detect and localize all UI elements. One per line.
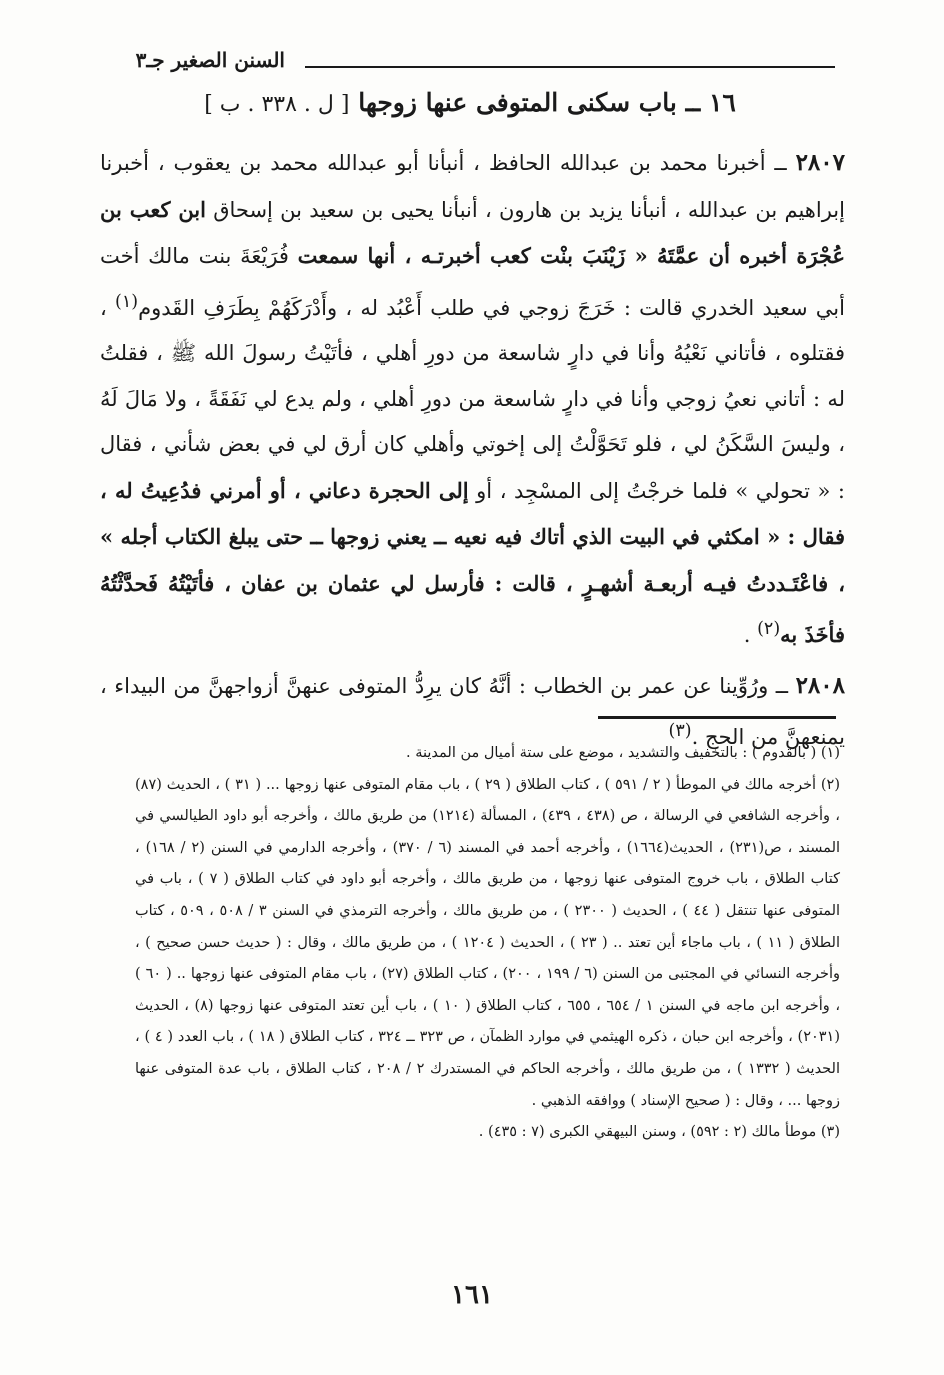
header-rule <box>305 66 835 68</box>
hadith-text: ، فقتلوه ، فأتاني نَعْيُهُ وأنا في دارٍ شاسعة من دورِ أهلي ، فأتَيْتُ رسولَ الله ﷺ ، فقلتُ له : أتاني نعيُ زوجي وأنا في دارٍ شاسعة من دورِ أهلي ، ولم يدع لي نَفَقَةً ، ولا مَالَ لَهُ ، وليسَ السَّكَنُ لي ، فلو تَحَوَّلْتُ إلى إخوتي وأهلي كان أرق لي في بعض شأني ، فقال : « تحولي » فلما خرجْتُ إلى المسْجِد ، أو <box>100 295 845 503</box>
page-number: ١٦١ <box>451 1280 493 1310</box>
hadith-number: ٢٨٠٨ <box>795 671 845 699</box>
chapter-title: ١٦ ــ باب سكنى المتوفى عنها زوجها <box>358 88 736 117</box>
sentence-end: . <box>743 623 758 647</box>
hadith-text: فُرَيْعَةَ بنت مالك أخت أبي سعيد الخدري قالت : خَرَجَ زوجي في طلب أَعْبُد له ، وأَدْرَكَهُمْ بِطَرَفِ القَدوم <box>100 244 845 320</box>
running-title: السنن الصغير جـ٣ <box>135 48 285 72</box>
footnote-ref: (٢) <box>757 619 781 639</box>
chapter-heading <box>90 88 850 117</box>
footnote-3: (٣) موطأ مالك (٢ : ٥٩٢) ، وسنن البيهقي الكبرى (٧ : ٤٣٥) . <box>478 1124 840 1141</box>
hadith-text: ــ أخبرنا محمد بن عبدالله الحافظ ، أنبأنا أبو عبدالله محمد بن يعقوب ، أخبرنا إبراهيم بن عبدالله ، أنبأنا يزيد بن هارون ، أنبأنا يحيى بن سعيد بن إسحاق <box>100 151 845 222</box>
manuscript-reference: [ ل . ٣٣٨ . ب ] <box>204 92 350 117</box>
hadith-number: ٢٨٠٧ <box>795 149 845 176</box>
footnote-separator <box>598 716 836 719</box>
footnote-ref: (٣) <box>668 721 692 741</box>
footnotes <box>135 738 840 1149</box>
hadith-text-bold: إلى الحجرة دعاني ، أو أمرني فدُعِيتُ له ، فقال : « امكثي في البيت الذي أتاك فيه نعيه ــ يعني زوجها ــ حتى يبلغ الكتاب أجله » ، فاعْتَـددتُ فيـه أربعـة أشهـرٍ ، قالت : فأرسل لي عثمان بن عفان ، فأتَيْتُهُ فَحدَّثْتُهُ فأخَذَ به <box>100 477 845 647</box>
main-text <box>100 140 845 761</box>
running-header <box>110 44 835 84</box>
hadith-2807 <box>100 140 845 659</box>
footnote-ref: (١) <box>115 291 139 312</box>
hadith-text: ــ ورُوِّينا عن عمر بن الخطاب : أنَّهُ كان يرِدُّ المتوفى عنهنَّ أزواجهنَّ من البيداء ، يمنعهنَّ من الحج . <box>100 673 845 749</box>
footnote-2: (٢) أخرجه مالك في الموطأ ( ٢ / ٥٩١ ) ، كتاب الطلاق ( ٢٩ ) ، باب مقام المتوفى عنها زوجها ... ( ٣١ ) ، الحديث (٨٧) ، وأخرجه الشافعي في الرسالة ، ص (٤٣٨ ، ٤٣٩) ، المسألة (١٢١٤) من طريق مالك ، وأخرجه أبو داود الطيالسي في المسند ، ص(٢٣١) ، الحديث(١٦٦٤) ، وأخرجه أحمد في المسند (٦ / ٣٧٠) ، وأخرجه الدارمي في السنن (٢ / ١٦٨) ، كتاب الطلاق ، باب خروج المتوفى عنها زوجها ، من طريق مالك ، وأخرجه أبو داود في كتاب الطلاق ( ٧ ) ، باب في المتوفى عنها تنتقل ( ٤٤ ) ، الحديث ( ٢٣٠٠ ) ، من طريق مالك ، وأخرجه الترمذي في السنن ٣ / ٥٠٨ ، ٥٠٩ ، كتاب الطلاق ( ١١ ) ، باب ماجاء أين تعتد .. ( ٢٣ ) ، الحديث ( ١٢٠٤ ) ، من طريق مالك ، وقال : ( حديث حسن صحيح ) ، وأخرجه النسائي في المجتبى من السنن (٦ / ١٩٩ ، ٢٠٠) ، كتاب الطلاق (٢٧) ، باب مقام المتوفى عنها زوجها .. ( ٦٠ ) ، وأخرجه ابن ماجه في السنن ١ / ٦٥٤ ، ٦٥٥ ، كتاب الطلاق ( ١٠ ) ، باب أين تعتد المتوفى عنها زوجها (٨) ، الحديث (٢٠٣١) ، وأخرجه ابن حبان ، ذكره الهيثمي في موارد الظمآن ، ص ٣٢٣ ــ ٣٢٤ ، كتاب الطلاق ( ١٨ ) ، باب العدد ( ٤ ) ، الحديث ( ١٣٣٢ ) ، من طريق مالك ، وأخرجه الحاكم في المستدرك ٢ / ٢٠٨ ، كتاب الطلاق ، باب عدة المتوفى عنها زوجها ... ، وقال : ( صحيح الإسناد ) ووافقه الذهبي . <box>135 776 841 1109</box>
hadith-text-bold: ابن كعب بن عُجْرَة أخبره أن عمَّتَهُ « زَيْنَبَ بنْت كعب أخبرتـه ، أنها سمعت <box>100 196 846 268</box>
footnote-1: (١) ( بالقدوم ) : بالتخفيف والتشديد ، موضع على ستة أميال من المدينة . <box>406 745 840 761</box>
